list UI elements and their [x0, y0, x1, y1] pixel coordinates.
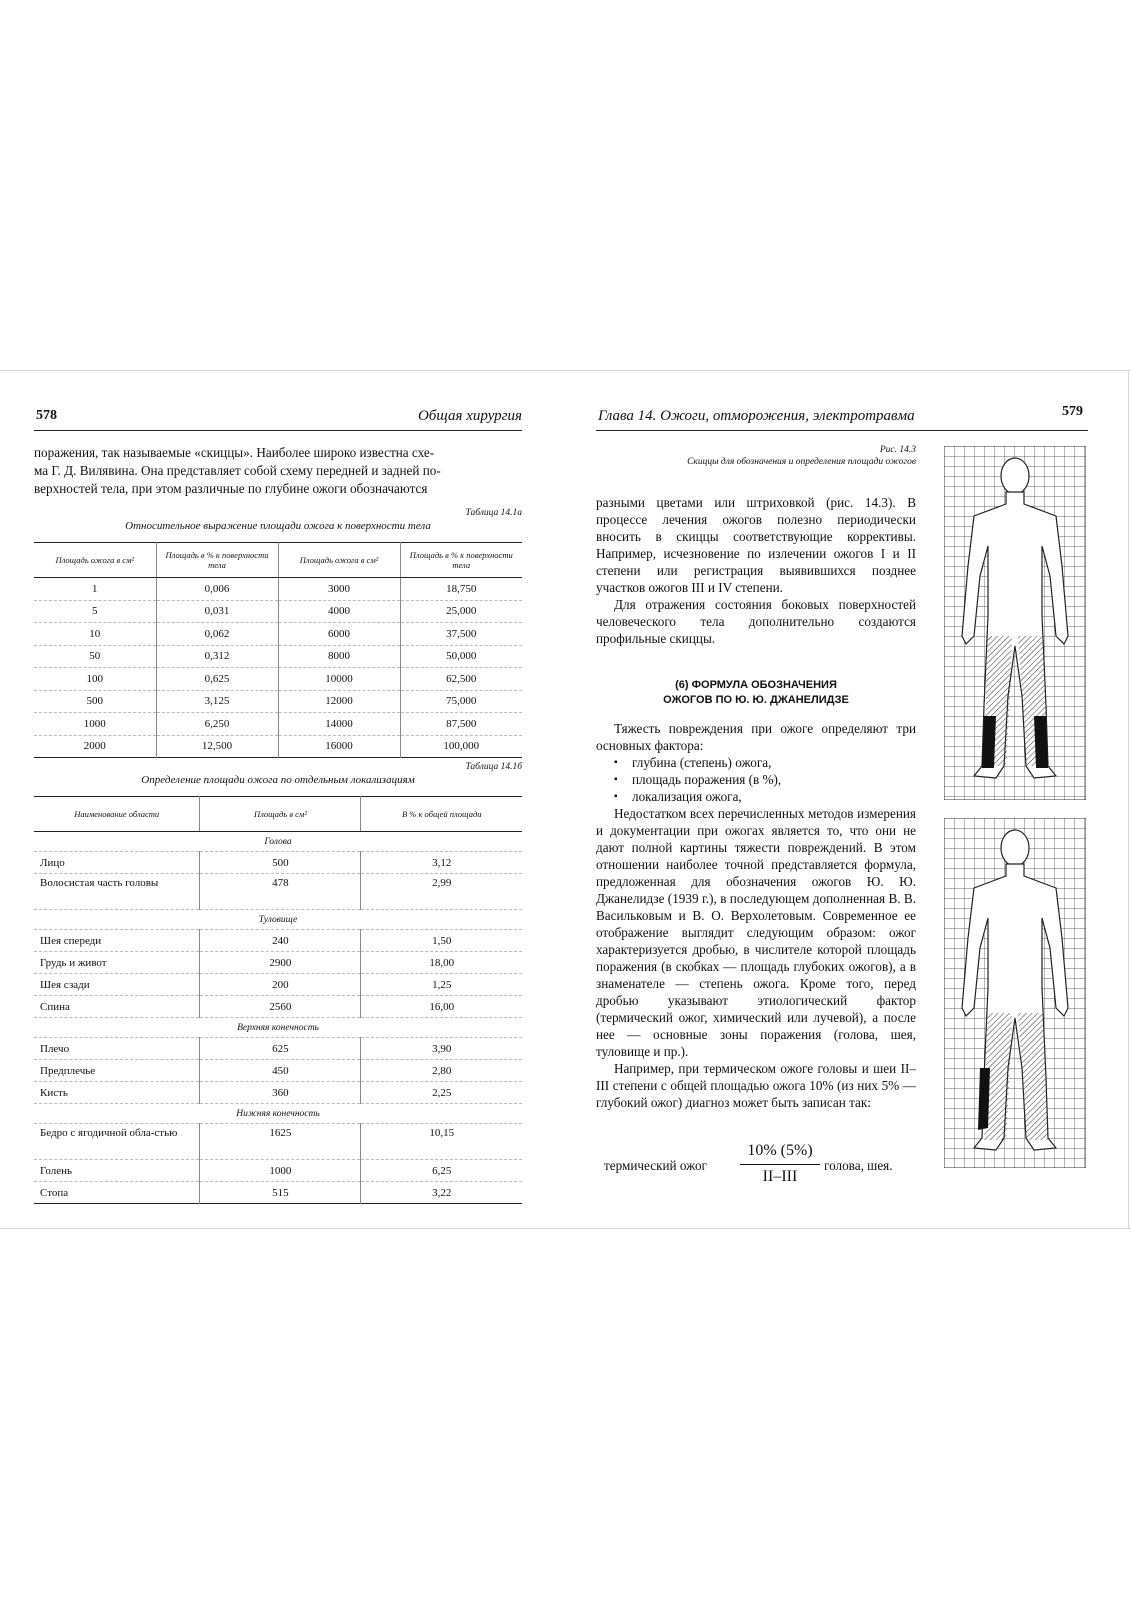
table-row	[34, 578, 522, 601]
table-cell: 1000	[200, 1160, 361, 1182]
table-cell: 1000	[34, 713, 156, 736]
table-cell: 2000	[34, 735, 156, 758]
table-header-row	[34, 797, 522, 832]
table-cell: 200	[200, 974, 361, 996]
table-cell: 3,90	[361, 1038, 522, 1060]
page-number-right: 579	[1062, 404, 1083, 419]
table-row	[34, 996, 522, 1018]
section-title-line: (6) ФОРМУЛА ОБОЗНАЧЕНИЯ	[675, 679, 837, 691]
table-cell: Шея сзади	[34, 974, 200, 996]
table-cell: 2900	[200, 952, 361, 974]
paragraph: Например, при термическом ожоге головы и шеи II–III степени с общей площадью ожога 10% (из них 5% — глубокий ожог) диагноз может быть записан так:	[596, 1061, 916, 1110]
table-cell: 12000	[278, 690, 400, 713]
table-cell: Плечо	[34, 1038, 200, 1060]
running-head-right: Глава 14. Ожоги, отморожения, электротравма	[598, 408, 915, 424]
header-rule-right	[596, 430, 1088, 431]
table-b-label: Таблица 14.1б	[465, 762, 522, 772]
table-cell: Стопа	[34, 1182, 200, 1204]
table-cell: 500	[200, 852, 361, 874]
section-title-line: ОЖОГОВ ПО Ю. Ю. ДЖАНЕЛИДЗЕ	[663, 694, 849, 706]
intro-text	[34, 444, 524, 498]
table-cell: 5	[34, 600, 156, 623]
table-cell: 16000	[278, 735, 400, 758]
table-row	[34, 974, 522, 996]
table-row	[34, 690, 522, 713]
table-group-label: Верхняя конечность	[34, 1018, 522, 1038]
table-row	[34, 1082, 522, 1104]
section-title	[596, 678, 916, 708]
table-row	[34, 713, 522, 736]
table-cell: 515	[200, 1182, 361, 1204]
table-cell: 625	[200, 1038, 361, 1060]
table-cell: 2,99	[361, 874, 522, 910]
table-row	[34, 1038, 522, 1060]
table-a-label: Таблица 14.1а	[465, 508, 522, 518]
table-group-row	[34, 1018, 522, 1038]
table-cell: 450	[200, 1060, 361, 1082]
table-cell: 16,00	[361, 996, 522, 1018]
paragraph: Для отражения состояния боковых поверхностей человеческого тела дополнительно создаются профильные скиццы.	[596, 597, 916, 646]
table-row	[34, 668, 522, 691]
running-head-left: Общая хирургия	[417, 408, 522, 424]
table-cell: Волосистая часть головы	[34, 874, 200, 910]
table-cell: 10,15	[361, 1124, 522, 1160]
body-sketch-front	[944, 446, 1086, 800]
page-number-left: 578	[36, 408, 57, 423]
list-item: ▪ локализация ожога,	[596, 788, 916, 805]
page-top-edge	[0, 370, 1131, 371]
table-cell: 0,031	[156, 600, 278, 623]
page-right-edge	[1128, 370, 1129, 1228]
table-cell: 6,250	[156, 713, 278, 736]
table-cell: 3,125	[156, 690, 278, 713]
table-cell: 100,000	[400, 735, 522, 758]
intro-line: верхностей тела, при этом различные по глубине ожоги обозначаются	[34, 481, 428, 496]
table-row	[34, 1182, 522, 1204]
table-cell: 3,12	[361, 852, 522, 874]
table-group-label: Голова	[34, 832, 522, 852]
table-cell: 1,25	[361, 974, 522, 996]
table-cell: 100	[34, 668, 156, 691]
table-cell: 12,500	[156, 735, 278, 758]
right-text-top	[596, 494, 916, 647]
table-cell: 18,750	[400, 578, 522, 601]
table-cell: 3000	[278, 578, 400, 601]
list-item: ▪ глубина (степень) ожога,	[596, 754, 916, 771]
factor-list	[596, 754, 916, 805]
table-cell: Лицо	[34, 852, 200, 874]
paragraph: разными цветами или штриховкой (рис. 14.3). В процессе лечения ожогов полезно периодически вносить в скиццы соответствующие коррективы. Например, исчезновение по излечении ожогов I и II степени или регистрация выявившихся позднее участков ожогов III и IV степени.	[596, 495, 916, 595]
table-row	[34, 600, 522, 623]
table-header-cell: Площадь в % к поверхности тела	[400, 543, 522, 578]
table-group-row	[34, 832, 522, 852]
table-header-cell: Площадь в см²	[200, 797, 361, 832]
table-cell: Бедро с ягодичной обла-стью	[34, 1124, 200, 1160]
table-cell: 18,00	[361, 952, 522, 974]
table-header-cell: Площадь ожога в см²	[34, 543, 156, 578]
formula-prefix: термический ожог	[604, 1158, 707, 1173]
table-cell: 6000	[278, 623, 400, 646]
table-row	[34, 735, 522, 758]
header-rule-left	[34, 430, 522, 431]
table-group-label: Нижняя конечность	[34, 1104, 522, 1124]
figure-caption: Скиццы для обозначения и определения площади ожогов	[687, 457, 916, 467]
table-row	[34, 623, 522, 646]
table-cell: Шея спереди	[34, 930, 200, 952]
body-sketch-back	[944, 818, 1086, 1168]
table-cell: 50,000	[400, 645, 522, 668]
table-cell: 0,312	[156, 645, 278, 668]
table-header-cell: В % к общей площади	[361, 797, 522, 832]
table-b-title: Определение площади ожога по отдельным локализациям	[141, 774, 415, 786]
formula-numerator: 10% (5%)	[747, 1142, 813, 1159]
table-cell: 50	[34, 645, 156, 668]
table-row	[34, 874, 522, 910]
table-row	[34, 852, 522, 874]
table-cell: Спина	[34, 996, 200, 1018]
formula-fraction	[740, 1142, 820, 1186]
table-row	[34, 1060, 522, 1082]
table-cell: 0,006	[156, 578, 278, 601]
table-cell: Голень	[34, 1160, 200, 1182]
right-text-main	[596, 720, 916, 1111]
table-row	[34, 1160, 522, 1182]
table-cell: 2560	[200, 996, 361, 1018]
table-group-label: Туловище	[34, 910, 522, 930]
table-cell: 1	[34, 578, 156, 601]
table-header-cell: Площадь ожога в см²	[278, 543, 400, 578]
formula-denominator: II–III	[762, 1168, 798, 1185]
table-cell: 8000	[278, 645, 400, 668]
list-item: ▪ площадь поражения (в %),	[596, 771, 916, 788]
table-row	[34, 930, 522, 952]
page-bottom-edge	[0, 1228, 1131, 1229]
table-cell: 0,625	[156, 668, 278, 691]
table-cell: 500	[34, 690, 156, 713]
table-a-title: Относительное выражение площади ожога к поверхности тела	[125, 520, 431, 532]
table-row	[34, 952, 522, 974]
paragraph: Тяжесть повреждения при ожоге определяют три основных фактора:	[596, 721, 916, 753]
table-burn-area-by-location	[34, 796, 522, 1204]
table-cell: 360	[200, 1082, 361, 1104]
table-cell: Грудь и живот	[34, 952, 200, 974]
table-header-row	[34, 543, 522, 578]
intro-line: поражения, так называемые «скиццы». Наиболее широко известна схе-	[34, 445, 435, 460]
table-cell: 3,22	[361, 1182, 522, 1204]
table-cell: 478	[200, 874, 361, 910]
table-cell: Предплечье	[34, 1060, 200, 1082]
table-cell: Кисть	[34, 1082, 200, 1104]
table-cell: 1625	[200, 1124, 361, 1160]
table-row	[34, 1124, 522, 1160]
table-cell: 240	[200, 930, 361, 952]
table-cell: 75,000	[400, 690, 522, 713]
fraction-bar	[740, 1164, 820, 1165]
table-cell: 37,500	[400, 623, 522, 646]
table-cell: 87,500	[400, 713, 522, 736]
table-cell: 6,25	[361, 1160, 522, 1182]
paragraph: Недостатком всех перечисленных методов измерения и документации при ожогах является то, что они не дают полной картины тяжести повреждений. В этом отношении наиболее точной представляется формула, предложенная для обозначения ожогов Ю. Ю. Джанелидзе (1939 г.), в последующем дополненная В. В. Васильковым и В. О. Верхолетовым. Современное ее отображение выглядит следующим образом: ожог характеризуется дробью, в числителе которой площадь поражения (в скобках — площадь глубоких ожогов), а в знаменателе — степень ожога. Кроме того, перед дробью указывают этиологический фактор (термический ожог, химический или лучевой), а после нее — основные зоны поражения (голова, шея, туловище и пр.).	[596, 806, 916, 1059]
table-cell: 10	[34, 623, 156, 646]
table-burn-area-relative	[34, 542, 522, 758]
table-cell: 62,500	[400, 668, 522, 691]
table-cell: 1,50	[361, 930, 522, 952]
table-cell: 2,80	[361, 1060, 522, 1082]
table-cell: 0,062	[156, 623, 278, 646]
figure-label: Рис. 14.3	[879, 445, 916, 455]
intro-line: ма Г. Д. Вилявина. Она представляет собой схему передней и задней по-	[34, 463, 441, 478]
table-cell: 2,25	[361, 1082, 522, 1104]
table-cell: 14000	[278, 713, 400, 736]
table-cell: 10000	[278, 668, 400, 691]
table-group-row	[34, 1104, 522, 1124]
table-row	[34, 645, 522, 668]
table-header-cell: Площадь в % к поверхности тела	[156, 543, 278, 578]
table-header-cell: Наименование области	[34, 797, 200, 832]
table-cell: 4000	[278, 600, 400, 623]
formula-suffix: голова, шея.	[824, 1158, 893, 1173]
table-cell: 25,000	[400, 600, 522, 623]
table-group-row	[34, 910, 522, 930]
